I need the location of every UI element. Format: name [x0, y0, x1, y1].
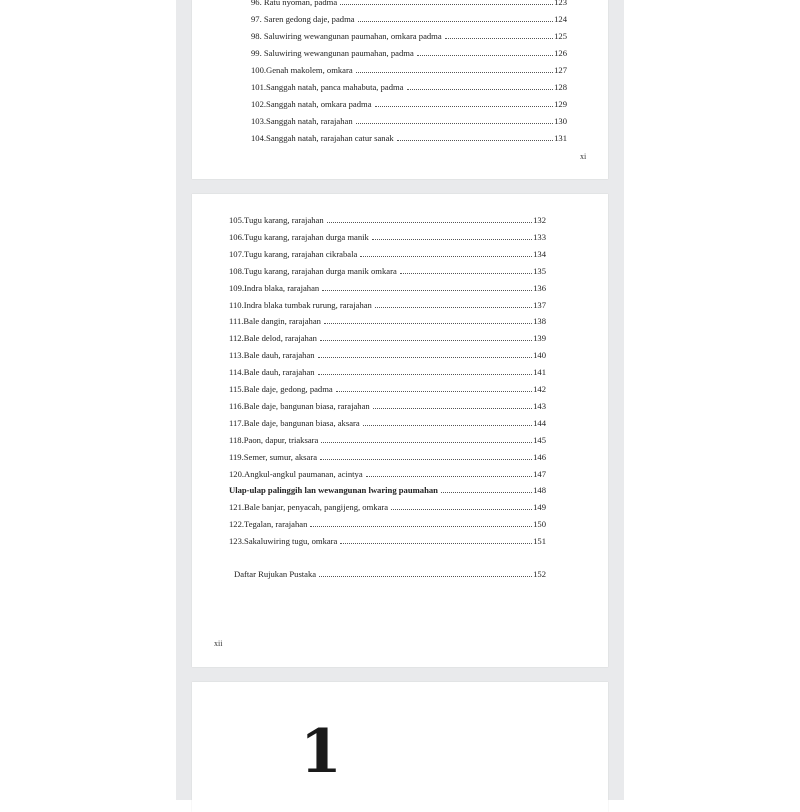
- toc-entry[interactable]: [229, 400, 546, 412]
- toc-entry-page: 143: [533, 400, 546, 411]
- toc-entry-label: 100.Genah makolem, omkara: [251, 65, 353, 75]
- toc-entry-label: 122.Tegalan, rarajahan: [229, 519, 308, 530]
- toc-entry-label: 99. Saluwiring wewangunan paumahan, padma: [251, 48, 414, 58]
- toc-entry[interactable]: [229, 231, 546, 243]
- toc-entry[interactable]: [229, 434, 546, 446]
- toc-entry-page: 151: [533, 536, 546, 547]
- toc-entry-label: Ulap-ulap palinggih lan wewangunan lwaring paumahan: [229, 485, 438, 496]
- dot-leader: [318, 349, 533, 358]
- toc-entry[interactable]: [229, 383, 546, 395]
- chapter-title-cropped: [292, 794, 382, 804]
- dot-leader: [397, 132, 553, 141]
- toc-entry-label: 115.Bale daje, gedong, padma: [229, 384, 333, 394]
- page-number: xi: [580, 152, 587, 161]
- chapter-number: 1: [300, 717, 342, 787]
- dot-leader: [366, 468, 532, 477]
- dot-leader: [417, 47, 553, 56]
- toc-entry-page: 145: [533, 434, 546, 445]
- toc-entry[interactable]: [229, 518, 546, 530]
- toc-entry[interactable]: [251, 0, 567, 8]
- toc-entry-label: 111.Bale dangin, rarajahan: [229, 316, 321, 327]
- toc-entry[interactable]: [229, 484, 546, 496]
- toc-entry[interactable]: [229, 501, 546, 513]
- toc-entry-page: 139: [533, 333, 546, 344]
- dot-leader: [318, 366, 533, 375]
- toc-entry[interactable]: [229, 332, 546, 344]
- toc-entry-label: 96. Ratu nyoman, padma: [251, 0, 338, 7]
- document-page-xii: [192, 194, 608, 667]
- toc-entry[interactable]: [229, 451, 546, 463]
- toc-entry-page: 131: [554, 133, 567, 143]
- toc-entry[interactable]: [229, 214, 546, 226]
- dot-leader: [356, 115, 553, 124]
- dot-leader: [356, 64, 553, 73]
- toc-entry-label: 110.Indra blaka tumbak rurung, rarajahan: [229, 299, 372, 310]
- toc-entry[interactable]: [229, 535, 546, 547]
- toc-reference-entry[interactable]: [234, 568, 546, 580]
- toc-entry-page: 135: [533, 265, 546, 276]
- toc-entry-page: 127: [554, 65, 567, 75]
- toc-entry-page: 125: [554, 31, 567, 41]
- toc-entry-label: 109.Indra blaka, rarajahan: [229, 282, 320, 293]
- toc-entry[interactable]: [229, 417, 546, 429]
- toc-entry[interactable]: [229, 265, 546, 277]
- page-number: xii: [214, 639, 223, 648]
- toc-entry-page: 129: [554, 99, 567, 109]
- dot-leader: [320, 451, 532, 460]
- toc-entry[interactable]: [251, 98, 567, 110]
- document-page-xi: [192, 0, 608, 179]
- dot-leader: [391, 501, 532, 510]
- toc-entry[interactable]: [229, 366, 546, 378]
- toc-entry[interactable]: [251, 47, 567, 59]
- toc-entry[interactable]: [229, 468, 546, 480]
- toc-entry-label: 98. Saluwiring wewangunan paumahan, omkara padma: [251, 31, 442, 41]
- toc-entry-page: 123: [554, 0, 567, 7]
- dot-leader: [322, 282, 532, 291]
- dot-leader: [360, 248, 532, 257]
- toc-entry-label: 101.Sanggah natah, panca mahabuta, padma: [251, 82, 404, 92]
- toc-entry-label: 105.Tugu karang, rarajahan: [229, 215, 324, 225]
- toc-entry-page: 132: [533, 215, 546, 225]
- document-page-chapter: [192, 682, 608, 812]
- toc-entry[interactable]: [251, 115, 567, 127]
- toc-entry-page: 136: [533, 282, 546, 293]
- toc-entry-label: 117.Bale daje, bangunan biasa, aksara: [229, 417, 360, 428]
- toc-entry-page: 141: [533, 367, 546, 378]
- toc-entry-label: 108.Tugu karang, rarajahan durga manik omkara: [229, 265, 397, 276]
- toc-entry[interactable]: [251, 64, 567, 76]
- toc-entry-page: 133: [533, 231, 546, 242]
- toc-entry-label: 104.Sanggah natah, rarajahan catur sanak: [251, 133, 394, 143]
- toc-entry-label: 116.Bale daje, bangunan biasa, rarajahan: [229, 400, 370, 411]
- toc-entry-label: 106.Tugu karang, rarajahan durga manik: [229, 231, 369, 242]
- dot-leader: [320, 332, 532, 341]
- toc-entry-label: Daftar Rujukan Pustaka: [234, 569, 317, 579]
- toc-entry-label: 107.Tugu karang, rarajahan cikrabala: [229, 248, 358, 259]
- dot-leader: [372, 231, 532, 240]
- toc-entry[interactable]: [229, 299, 546, 311]
- dot-leader: [324, 315, 532, 324]
- dot-leader: [363, 417, 532, 426]
- dot-leader: [445, 30, 553, 39]
- toc-entry-page: 152: [533, 569, 546, 579]
- toc-entry[interactable]: [251, 30, 567, 42]
- toc-entry[interactable]: [251, 13, 567, 25]
- dot-leader: [375, 98, 554, 107]
- dot-leader: [375, 299, 532, 308]
- toc-entry-page: 149: [533, 502, 546, 513]
- toc-entry[interactable]: [229, 349, 546, 361]
- dot-leader: [336, 383, 532, 392]
- toc-entry-label: 97. Saren gedong daje, padma: [251, 14, 355, 24]
- toc-entry-page: 130: [554, 116, 567, 126]
- toc-entry-page: 140: [533, 350, 546, 361]
- dot-leader: [373, 400, 532, 409]
- toc-entry-label: 118.Paon, dapur, triaksara: [229, 434, 319, 445]
- toc-entry-label: 113.Bale dauh, rarajahan: [229, 350, 315, 361]
- toc-entry-page: 148: [533, 485, 546, 496]
- toc-entry-page: 128: [554, 82, 567, 92]
- toc-entry-page: 137: [533, 299, 546, 310]
- toc-entry[interactable]: [251, 81, 567, 93]
- toc-entry-label: 120.Angkul-angkul paumanan, acintya: [229, 468, 363, 479]
- dot-leader: [340, 0, 553, 5]
- toc-entry-page: 150: [533, 519, 546, 530]
- toc-entry-label: 121.Bale banjar, penyacah, pangijeng, omkara: [229, 502, 389, 513]
- toc-entry-page: 134: [533, 248, 546, 259]
- toc-entry-label: 103.Sanggah natah, rarajahan: [251, 116, 353, 126]
- toc-entry-label: 102.Sanggah natah, omkara padma: [251, 99, 372, 109]
- toc-entry-label: 112.Bale delod, rarajahan: [229, 333, 317, 344]
- dot-leader: [358, 13, 554, 22]
- toc-entry-page: 142: [533, 384, 546, 394]
- toc-entry-label: 119.Semer, sumur, aksara: [229, 451, 318, 462]
- dot-leader: [340, 535, 532, 544]
- toc-entry-page: 126: [554, 48, 567, 58]
- toc-entry-label: 123.Sakaluwiring tugu, omkara: [229, 536, 338, 547]
- dot-leader: [400, 265, 532, 274]
- dot-leader: [319, 568, 532, 577]
- toc-entry-page: 144: [533, 417, 546, 428]
- dot-leader: [407, 81, 554, 90]
- dot-leader: [310, 518, 532, 527]
- toc-entry-page: 124: [554, 14, 567, 24]
- toc-entry-page: 146: [533, 451, 546, 462]
- toc-entry-page: 138: [533, 316, 546, 327]
- toc-entry[interactable]: [229, 248, 546, 260]
- dot-leader: [321, 434, 532, 443]
- toc-entry-page: 147: [533, 468, 546, 479]
- toc-entry-label: 114.Bale dauh, rarajahan: [229, 367, 315, 378]
- toc-entry[interactable]: [229, 315, 546, 327]
- dot-leader: [441, 484, 532, 493]
- toc-entry[interactable]: [251, 132, 567, 144]
- toc-entry[interactable]: [229, 282, 546, 294]
- dot-leader: [327, 214, 532, 223]
